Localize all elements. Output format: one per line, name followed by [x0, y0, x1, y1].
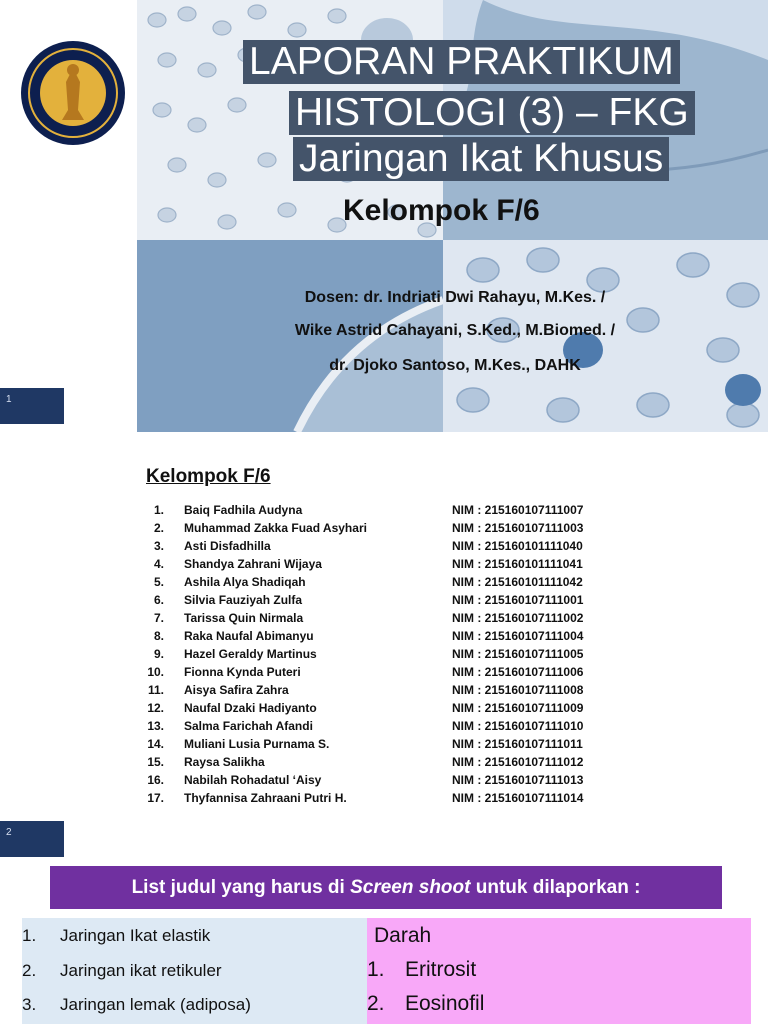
member-nim: NIM : 215160107111011 — [452, 737, 583, 751]
list-item-text: Jaringan ikat retikuler — [60, 961, 222, 980]
title-line-2: HISTOLOGI (3) – FKG — [289, 91, 695, 135]
member-list-slide — [0, 432, 768, 864]
table-row — [140, 719, 640, 737]
member-nim: NIM : 215160107111009 — [452, 701, 584, 715]
member-number: 11. — [147, 683, 164, 697]
member-name: Hazel Geraldy Martinus — [184, 647, 317, 661]
member-name: Naufal Dzaki Hadiyanto — [184, 701, 317, 715]
list-item-number: 2. — [22, 961, 37, 980]
blood-list-title: Darah — [374, 924, 432, 947]
title-slide — [0, 0, 768, 432]
member-number: 1. — [153, 503, 164, 517]
member-name: Raysa Salikha — [184, 755, 265, 769]
list-item-text: Jaringan Ikat elastik — [60, 926, 211, 945]
instruction-banner — [50, 866, 722, 909]
member-name: Salma Farichah Afandi — [184, 719, 313, 733]
member-number: 6. — [153, 593, 164, 607]
group-subtitle: Kelompok F/6 — [343, 194, 540, 227]
member-name: Silvia Fauziyah Zulfa — [184, 593, 303, 607]
member-nim: NIM : 215160107111013 — [452, 773, 584, 787]
list-item-text: Jaringan lemak (adiposa) — [60, 995, 251, 1014]
member-number: 10. — [147, 665, 164, 679]
slide-number-1: 1 — [0, 388, 64, 424]
member-name: Muliani Lusia Purnama S. — [184, 737, 330, 751]
member-number: 17. — [147, 791, 164, 805]
lecturer-line-2: Wike Astrid Cahayani, S.Ked., M.Biomed. / — [294, 322, 616, 339]
blood-list — [367, 918, 751, 1024]
lecturer-line-3: dr. Djoko Santoso, M.Kes., DAHK — [329, 357, 581, 374]
member-number: 2. — [153, 521, 164, 535]
member-number: 16. — [147, 773, 164, 787]
table-row — [140, 593, 640, 611]
member-number: 13. — [147, 719, 164, 733]
table-row — [140, 539, 640, 557]
member-nim: NIM : 215160107111005 — [452, 647, 584, 661]
lecturer-line-1: Dosen: dr. Indriati Dwi Rahayu, M.Kes. / — [304, 289, 606, 306]
table-row — [140, 791, 640, 809]
banner-text-italic: Screen shoot — [350, 877, 471, 898]
group-heading: Kelompok F/6 — [146, 466, 271, 487]
member-name: Raka Naufal Abimanyu — [184, 629, 314, 643]
member-nim: NIM : 215160107111008 — [452, 683, 584, 697]
member-number: 8. — [153, 629, 164, 643]
member-name: Shandya Zahrani Wijaya — [184, 557, 322, 571]
member-number: 15. — [147, 755, 164, 769]
member-nim: NIM : 215160107111010 — [452, 719, 584, 733]
member-name: Fionna Kynda Puteri — [184, 665, 301, 679]
member-nim: NIM : 215160107111014 — [452, 791, 584, 805]
title-line-3: Jaringan Ikat Khusus — [293, 137, 669, 181]
table-row — [140, 575, 640, 593]
table-row — [140, 773, 640, 791]
table-row — [140, 701, 640, 719]
banner-text-after: untuk dilaporkan : — [470, 877, 641, 898]
member-name: Thyfannisa Zahraani Putri H. — [184, 791, 347, 805]
member-name: Nabilah Rohadatul ‘Aisy — [184, 773, 322, 787]
member-number: 7. — [153, 611, 164, 625]
list-item-number: 1. — [367, 958, 385, 981]
table-row — [140, 647, 640, 665]
member-nim: NIM : 215160107111007 — [452, 503, 584, 517]
member-nim: NIM : 215160107111001 — [452, 593, 584, 607]
member-number: 9. — [153, 647, 164, 661]
member-nim: NIM : 215160107111012 — [452, 755, 584, 769]
slide-number-2: 2 — [0, 821, 64, 857]
member-name: Baiq Fadhila Audyna — [184, 503, 303, 517]
member-number: 3. — [153, 539, 164, 553]
member-nim: NIM : 215160107111002 — [452, 611, 584, 625]
title-line-1: LAPORAN PRAKTIKUM — [243, 40, 680, 84]
table-row — [140, 629, 640, 647]
member-name: Tarissa Quin Nirmala — [184, 611, 304, 625]
member-number: 5. — [153, 575, 164, 589]
member-name: Ashila Alya Shadiqah — [184, 575, 306, 589]
member-nim: NIM : 215160101111040 — [452, 539, 583, 553]
member-name: Aisya Safira Zahra — [184, 683, 289, 697]
member-name: Muhammad Zakka Fuad Asyhari — [184, 521, 367, 535]
table-row — [140, 503, 640, 521]
member-name: Asti Disfadhilla — [184, 539, 271, 553]
member-number: 4. — [153, 557, 164, 571]
table-row — [140, 755, 640, 773]
member-number: 12. — [147, 701, 164, 715]
member-nim: NIM : 215160107111003 — [452, 521, 584, 535]
list-item-number: 2. — [367, 992, 385, 1015]
member-nim: NIM : 215160107111006 — [452, 665, 584, 679]
table-row — [140, 611, 640, 629]
member-nim: NIM : 215160101111041 — [452, 557, 583, 571]
connective-tissue-list — [22, 918, 367, 1024]
member-nim: NIM : 215160107111004 — [452, 629, 584, 643]
university-logo — [20, 40, 126, 146]
list-item-text: Eosinofil — [405, 992, 485, 1015]
member-number: 14. — [147, 737, 164, 751]
list-item-number: 1. — [22, 926, 37, 945]
table-row — [140, 665, 640, 683]
table-row — [140, 557, 640, 575]
member-list — [140, 503, 640, 809]
list-item-text: Eritrosit — [405, 958, 477, 981]
member-nim: NIM : 215160101111042 — [452, 575, 583, 589]
screenshot-list-slide — [0, 864, 768, 1024]
table-row — [140, 521, 640, 539]
banner-text-before: List judul yang harus di — [131, 877, 351, 898]
table-row — [140, 683, 640, 701]
list-item-number: 3. — [22, 995, 37, 1014]
table-row — [140, 737, 640, 755]
